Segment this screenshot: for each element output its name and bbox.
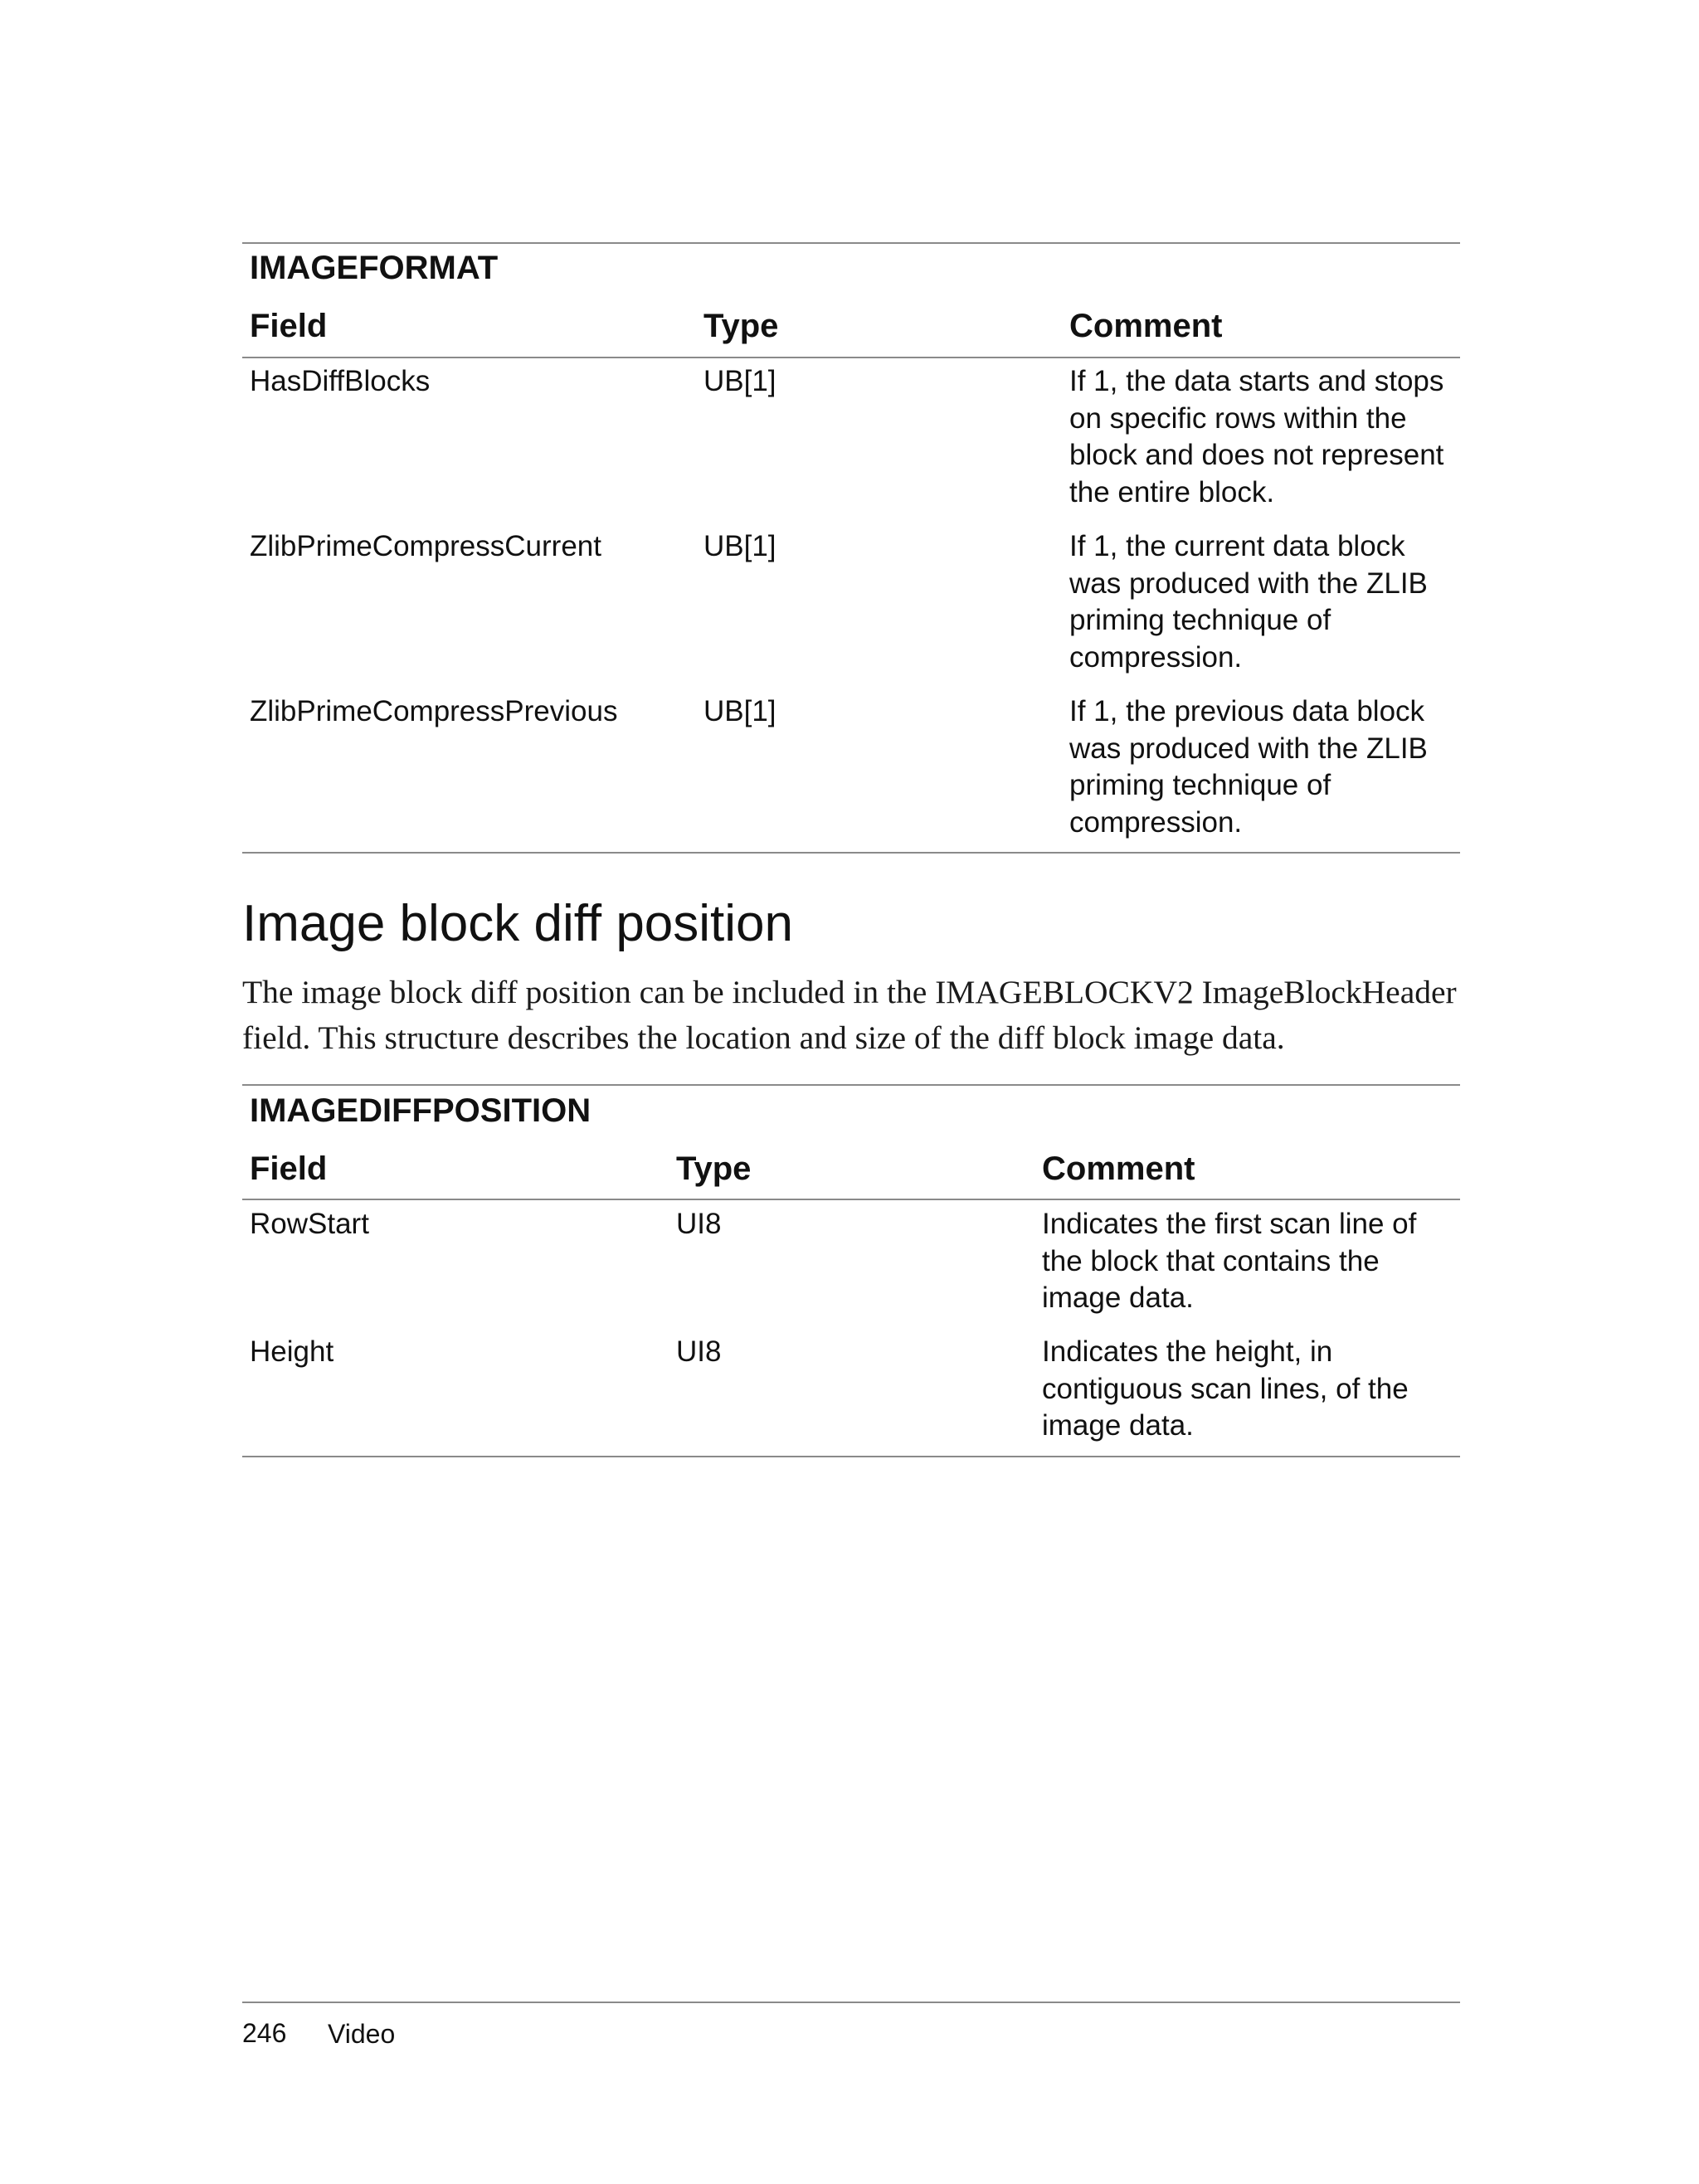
table1-row2-field: ZlibPrimeCompressCurrent	[250, 530, 601, 562]
comment-line: Indicates the height, in	[1042, 1335, 1333, 1368]
table2-row2-comment	[1042, 1334, 1457, 1445]
comment-line: compression.	[1069, 805, 1243, 839]
comment-line: the entire block.	[1069, 475, 1275, 508]
comment-line: If 1, the current data block	[1069, 530, 1405, 562]
table2-top-rule	[242, 1084, 1460, 1086]
comment-line: If 1, the previous data block	[1069, 695, 1425, 727]
comment-line: block and does not represent	[1069, 439, 1444, 471]
comment-line: compression.	[1069, 640, 1243, 674]
table1-row3-field: ZlibPrimeCompressPrevious	[250, 695, 618, 727]
table2-row1-type: UI8	[676, 1208, 722, 1240]
table2-header-comment: Comment	[1042, 1150, 1195, 1187]
comment-line: was produced with the ZLIB	[1069, 732, 1428, 765]
table2-row1-field: RowStart	[250, 1208, 369, 1240]
table1-row1-field: HasDiffBlocks	[250, 365, 431, 397]
comment-line: image data.	[1042, 1409, 1194, 1442]
table1-row3-comment	[1069, 693, 1459, 841]
body-line: field. This structure describes the location and size of the diff block image data.	[242, 1019, 1285, 1056]
table1-header-type: Type	[703, 308, 779, 344]
comment-line: contiguous scan lines, of the	[1042, 1372, 1409, 1405]
section-heading: Image block diff position	[242, 895, 794, 952]
table2-header-rule	[242, 1199, 1460, 1200]
table2-header-field: Field	[250, 1150, 328, 1187]
table1-row2-type: UB[1]	[703, 530, 776, 562]
comment-line: image data.	[1042, 1282, 1194, 1314]
section-body	[242, 970, 1462, 1061]
table2-header-type: Type	[676, 1150, 752, 1187]
body-line: The image block diff position can be included in the IMAGEBLOCKV2 ImageBlockHeader	[242, 974, 1457, 1010]
table2-bottom-rule	[242, 1456, 1460, 1457]
footer-rule	[242, 2002, 1460, 2003]
table1-bottom-rule	[242, 852, 1460, 854]
table1-header-field: Field	[250, 308, 328, 344]
table2-title: IMAGEDIFFPOSITION	[250, 1092, 591, 1129]
comment-line: If 1, the data starts and stops	[1069, 365, 1444, 397]
table1-header-rule	[242, 357, 1460, 358]
comment-line: on specific rows within the	[1069, 401, 1407, 435]
table2-row2-field: Height	[250, 1335, 334, 1368]
comment-line: Indicates the first scan line of	[1042, 1208, 1417, 1240]
table2-row2-type: UI8	[676, 1335, 722, 1368]
table1-header-comment: Comment	[1069, 308, 1223, 344]
table1-row1-comment	[1069, 363, 1459, 511]
table1-row1-type: UB[1]	[703, 365, 776, 397]
comment-line: was produced with the ZLIB	[1069, 567, 1428, 600]
comment-line: the block that contains the	[1042, 1244, 1380, 1277]
footer-section-name: Video	[328, 2019, 396, 2049]
table1-row3-type: UB[1]	[703, 695, 776, 727]
comment-line: priming technique of	[1069, 604, 1331, 636]
table1-top-rule	[242, 242, 1460, 244]
table1-row2-comment	[1069, 528, 1459, 676]
table1-title: IMAGEFORMAT	[250, 250, 499, 286]
page-number: 246	[242, 2018, 287, 2048]
table2-row1-comment	[1042, 1206, 1457, 1317]
comment-line: priming technique of	[1069, 769, 1331, 801]
